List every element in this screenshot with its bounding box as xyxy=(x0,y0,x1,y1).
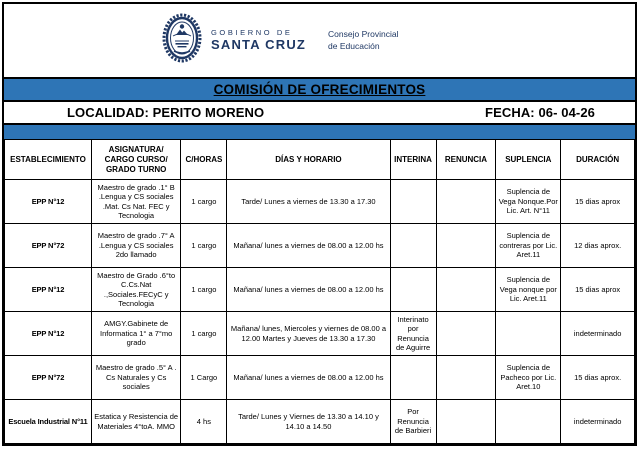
title-band xyxy=(4,77,635,102)
header-row xyxy=(5,140,635,180)
cell-establecimiento: EPP N°72 xyxy=(5,356,92,400)
page-title: COMISIÓN DE OFRECIMIENTOS xyxy=(213,82,426,97)
cell-dias-horario: Mañana/ lunes a viernes de 08.00 a 12.00 hs xyxy=(227,224,390,268)
council-brand-line1: Consejo Provincial xyxy=(328,29,399,40)
cell-suplencia: Suplencia de Pacheco por Lic. Aret.10 xyxy=(496,356,561,400)
locality-row xyxy=(4,102,635,125)
cell-renuncia xyxy=(436,224,496,268)
cell-duracion: 15 dias aprox xyxy=(561,180,635,224)
col-header-dias-y-horario: DÍAS Y HORARIO xyxy=(227,140,390,180)
cell-establecimiento: EPP N°72 xyxy=(5,224,92,268)
offerings-table-body xyxy=(5,180,635,444)
col-header-suplencia: SUPLENCIA xyxy=(496,140,561,180)
cell-interina xyxy=(390,180,436,224)
offerings-table-head xyxy=(5,140,635,180)
cell-dias-horario: Mañana/ lunes a viernes de 08.00 a 12.00 hs xyxy=(227,356,390,400)
cell-interina xyxy=(390,268,436,312)
cell-c-horas: 1 cargo xyxy=(181,224,227,268)
cell-suplencia xyxy=(496,312,561,356)
cell-establecimiento: Escuela Industrial N°11 xyxy=(5,400,92,444)
offerings-table xyxy=(4,139,635,444)
cell-asignatura: AMGY.Gabinete de Informatica 1° a 7°mo grado xyxy=(91,312,180,356)
col-header-establecimiento: ESTABLECIMIENTO xyxy=(5,140,92,180)
table-row xyxy=(5,268,635,312)
cell-dias-horario: Mañana/ lunes, Miercoles y viernes de 08.00 a 12.00 Martes y Jueves de 13.30 a 17.30 xyxy=(227,312,390,356)
brand-header xyxy=(4,4,635,77)
cell-renuncia xyxy=(436,312,496,356)
government-brand xyxy=(211,29,306,52)
date-label: FECHA: 06- 04-26 xyxy=(485,105,595,120)
cell-interina xyxy=(390,224,436,268)
cell-asignatura: Maestro de grado .5° A . Cs Naturales y Cs sociales xyxy=(91,356,180,400)
cell-dias-horario: Mañana/ lunes a viernes de 08.00 a 12.00 hs xyxy=(227,268,390,312)
cell-dias-horario: Tarde/ Lunes y Viernes de 13.30 a 14.10 y 14.10 a 14.50 xyxy=(227,400,390,444)
blue-separator-strip xyxy=(4,125,635,139)
cell-renuncia xyxy=(436,356,496,400)
cell-suplencia xyxy=(496,400,561,444)
government-brand-line2: SANTA CRUZ xyxy=(211,37,307,53)
cell-asignatura: Maestro de grado .7° A .Lengua y CS sociales 2do llamado xyxy=(91,224,180,268)
council-brand xyxy=(328,29,398,51)
cell-establecimiento: EPP N°12 xyxy=(5,268,92,312)
cell-c-horas: 1 cargo xyxy=(181,268,227,312)
cell-c-horas: 1 cargo xyxy=(181,312,227,356)
cell-establecimiento: EPP N°12 xyxy=(5,312,92,356)
col-header-interina: INTERINA xyxy=(390,140,436,180)
cell-duracion: 12 dias aprox. xyxy=(561,224,635,268)
cell-c-horas: 1 cargo xyxy=(181,180,227,224)
cell-duracion: indeterminado xyxy=(561,400,635,444)
santa-cruz-crest-icon xyxy=(162,13,202,68)
cell-renuncia xyxy=(436,268,496,312)
council-brand-line2: de Educación xyxy=(328,40,380,51)
cell-c-horas: 4 hs xyxy=(181,400,227,444)
col-header-duracion: DURACIÓN xyxy=(561,140,635,180)
table-row xyxy=(5,400,635,444)
document-page xyxy=(2,2,637,446)
cell-duracion: 15 dias aprox xyxy=(561,268,635,312)
cell-interina: Interinato por Renuncia de Aguirre xyxy=(390,312,436,356)
cell-suplencia: Suplencia de Vega Nonque.Por Lic. Art. N°11 xyxy=(496,180,561,224)
cell-suplencia: Suplencia de Vega nonque por Lic. Aret.11 xyxy=(496,268,561,312)
cell-duracion: 15 dias aprox. xyxy=(561,356,635,400)
col-header-asignatura: ASIGNATURA/ CARGO CURSO/ GRADO TURNO xyxy=(91,140,180,180)
cell-interina: Por Renuncia de Barbieri xyxy=(390,400,436,444)
cell-dias-horario: Tarde/ Lunes a viernes de 13.30 a 17.30 xyxy=(227,180,390,224)
cell-renuncia xyxy=(436,180,496,224)
cell-c-horas: 1 Cargo xyxy=(181,356,227,400)
cell-renuncia xyxy=(436,400,496,444)
table-row xyxy=(5,180,635,224)
cell-establecimiento: EPP N°12 xyxy=(5,180,92,224)
government-brand-line1: GOBIERNO DE xyxy=(211,28,293,38)
cell-asignatura: Maestro de grado .1° B .Lengua y CS sociales .Mat. Cs Nat. FEC y Tecnologia xyxy=(91,180,180,224)
cell-asignatura: Estatica y Resistencia de Materiales 4°toA. MMO xyxy=(91,400,180,444)
table-row xyxy=(5,224,635,268)
cell-duracion: indeterminado xyxy=(561,312,635,356)
col-header-renuncia: RENUNCIA xyxy=(436,140,496,180)
table-row xyxy=(5,356,635,400)
locality-label: LOCALIDAD: PERITO MORENO xyxy=(67,105,265,120)
cell-suplencia: Suplencia de contreras por Lic. Aret.11 xyxy=(496,224,561,268)
cell-asignatura: Maestro de Grado .6°to C.Cs.Nat .,Sociales.FECyC y Tecnologia xyxy=(91,268,180,312)
table-row xyxy=(5,312,635,356)
cell-interina xyxy=(390,356,436,400)
col-header-c-horas: C/HORAS xyxy=(181,140,227,180)
